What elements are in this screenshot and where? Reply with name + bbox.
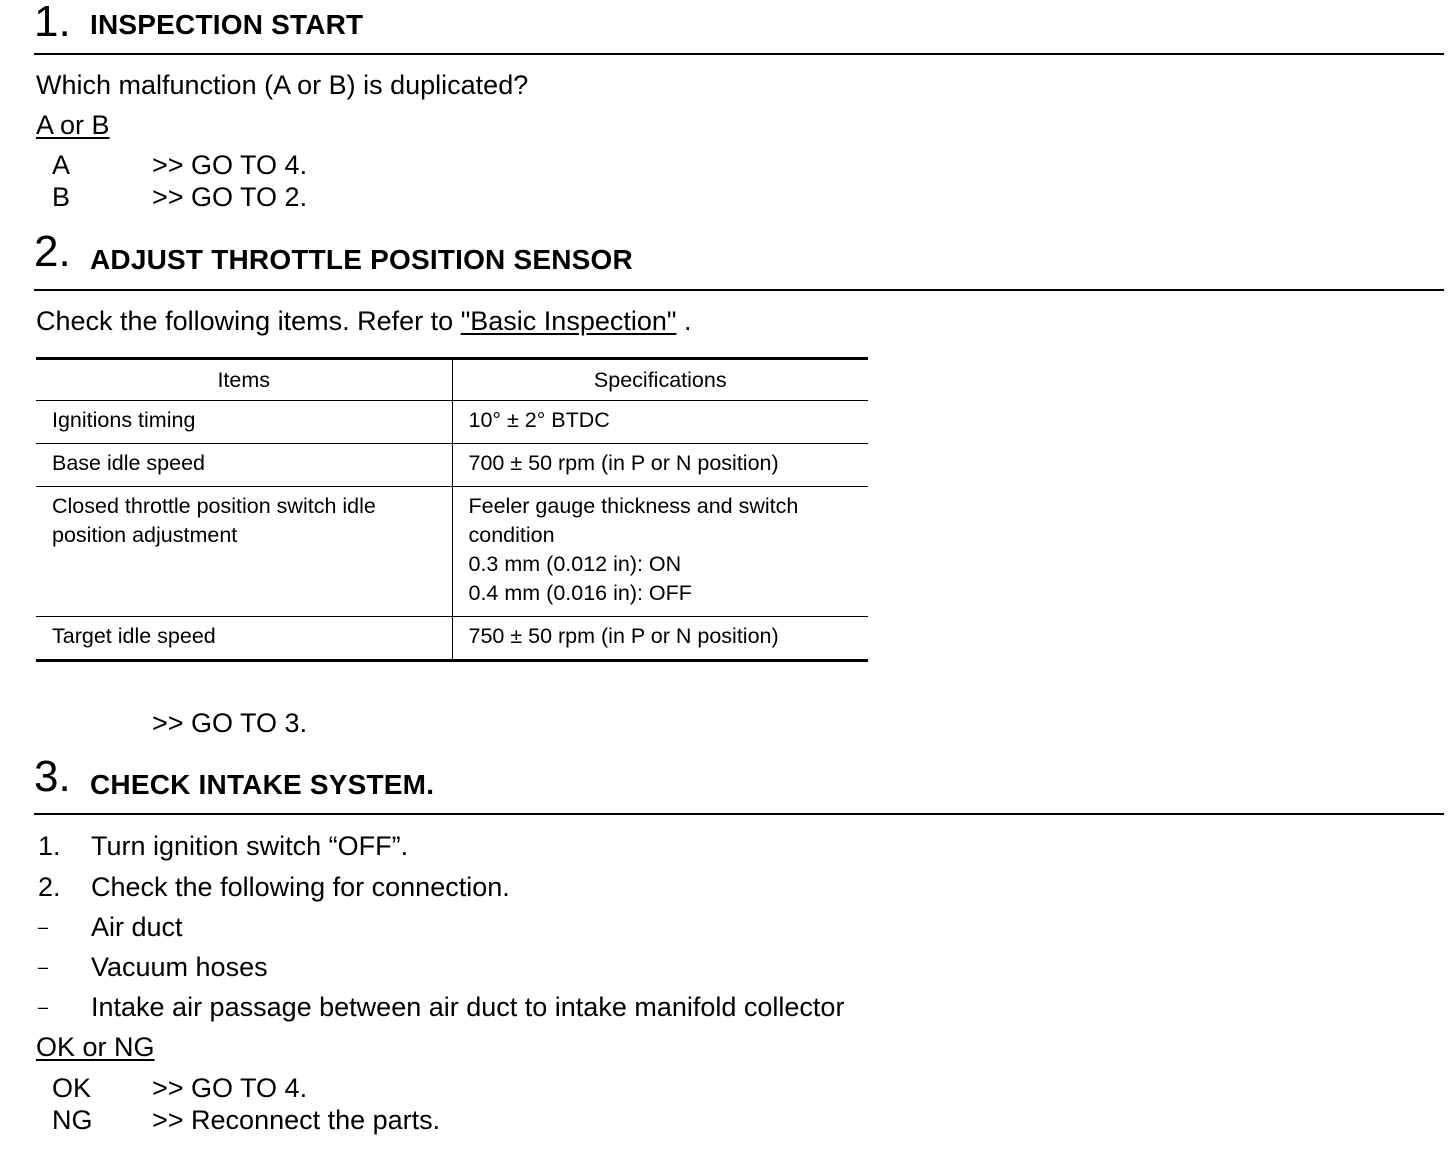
step-2-divider bbox=[34, 289, 1444, 291]
column-header-specifications: Specifications bbox=[452, 359, 868, 401]
list-marker: – bbox=[38, 997, 49, 1017]
table-row bbox=[36, 487, 868, 617]
table-row bbox=[36, 444, 868, 487]
step-3-title: CHECK INTAKE SYSTEM. bbox=[90, 769, 435, 800]
step-1-title: INSPECTION START bbox=[90, 9, 364, 40]
list-item: Check the following for connection. bbox=[91, 872, 510, 902]
item-line: position adjustment bbox=[52, 523, 238, 547]
step-3-choice-heading: OK or NG bbox=[36, 1032, 155, 1062]
table-row bbox=[36, 617, 868, 661]
item-cell: Target idle speed bbox=[36, 617, 452, 661]
step-3-divider bbox=[34, 813, 1444, 815]
spec-line: condition bbox=[468, 523, 555, 547]
specifications-table bbox=[36, 357, 868, 662]
spec-cell: 10° ± 2° BTDC bbox=[452, 401, 868, 444]
item-cell bbox=[36, 487, 452, 617]
table-row bbox=[36, 401, 868, 444]
column-header-items: Items bbox=[36, 359, 452, 401]
step-1-choice-heading: A or B bbox=[36, 110, 110, 140]
step-2-number: 2. bbox=[34, 227, 71, 276]
list-item: Intake air passage between air duct to intake manifold collector bbox=[91, 992, 845, 1022]
step-1-divider bbox=[34, 53, 1444, 55]
item-cell: Base idle speed bbox=[36, 444, 452, 487]
result-action-ng: >> Reconnect the parts. bbox=[152, 1105, 441, 1135]
result-key-b: B bbox=[52, 182, 71, 212]
step-2-instruction bbox=[36, 305, 691, 337]
result-action-b: >> GO TO 2. bbox=[152, 182, 308, 212]
result-key-a: A bbox=[52, 150, 71, 180]
list-marker: 1. bbox=[38, 831, 61, 861]
list-item: Air duct bbox=[91, 912, 183, 942]
spec-cell: 750 ± 50 rpm (in P or N position) bbox=[452, 617, 868, 661]
item-cell: Ignitions timing bbox=[36, 401, 452, 444]
step-2-title: ADJUST THROTTLE POSITION SENSOR bbox=[90, 244, 633, 275]
spec-cell: 700 ± 50 rpm (in P or N position) bbox=[452, 444, 868, 487]
result-key-ok: OK bbox=[52, 1073, 92, 1103]
list-item: Turn ignition switch “OFF”. bbox=[91, 831, 409, 861]
spec-line: Feeler gauge thickness and switch bbox=[468, 494, 799, 518]
instruction-text: Check the following items. Refer to bbox=[36, 306, 461, 336]
result-key-ng: NG bbox=[52, 1105, 93, 1135]
result-action-ok: >> GO TO 4. bbox=[152, 1073, 308, 1103]
result-action-a: >> GO TO 4. bbox=[152, 150, 308, 180]
spec-cell bbox=[452, 487, 868, 617]
spec-line: 0.4 mm (0.016 in): OFF bbox=[468, 581, 692, 605]
step-1-question: Which malfunction (A or B) is duplicated? bbox=[36, 70, 529, 100]
list-marker: – bbox=[38, 917, 49, 937]
step-1-number: 1. bbox=[34, 0, 71, 46]
basic-inspection-link[interactable]: "Basic Inspection" bbox=[460, 306, 677, 336]
item-line: Closed throttle position switch idle bbox=[52, 494, 376, 518]
list-item: Vacuum hoses bbox=[91, 952, 268, 982]
table-header-row bbox=[36, 359, 868, 401]
instruction-suffix: . bbox=[676, 306, 692, 336]
step-3-number: 3. bbox=[34, 752, 71, 801]
list-marker: 2. bbox=[38, 872, 61, 902]
spec-line: 0.3 mm (0.012 in): ON bbox=[468, 552, 682, 576]
list-marker: – bbox=[38, 957, 49, 977]
step-2-next: >> GO TO 3. bbox=[152, 708, 308, 738]
